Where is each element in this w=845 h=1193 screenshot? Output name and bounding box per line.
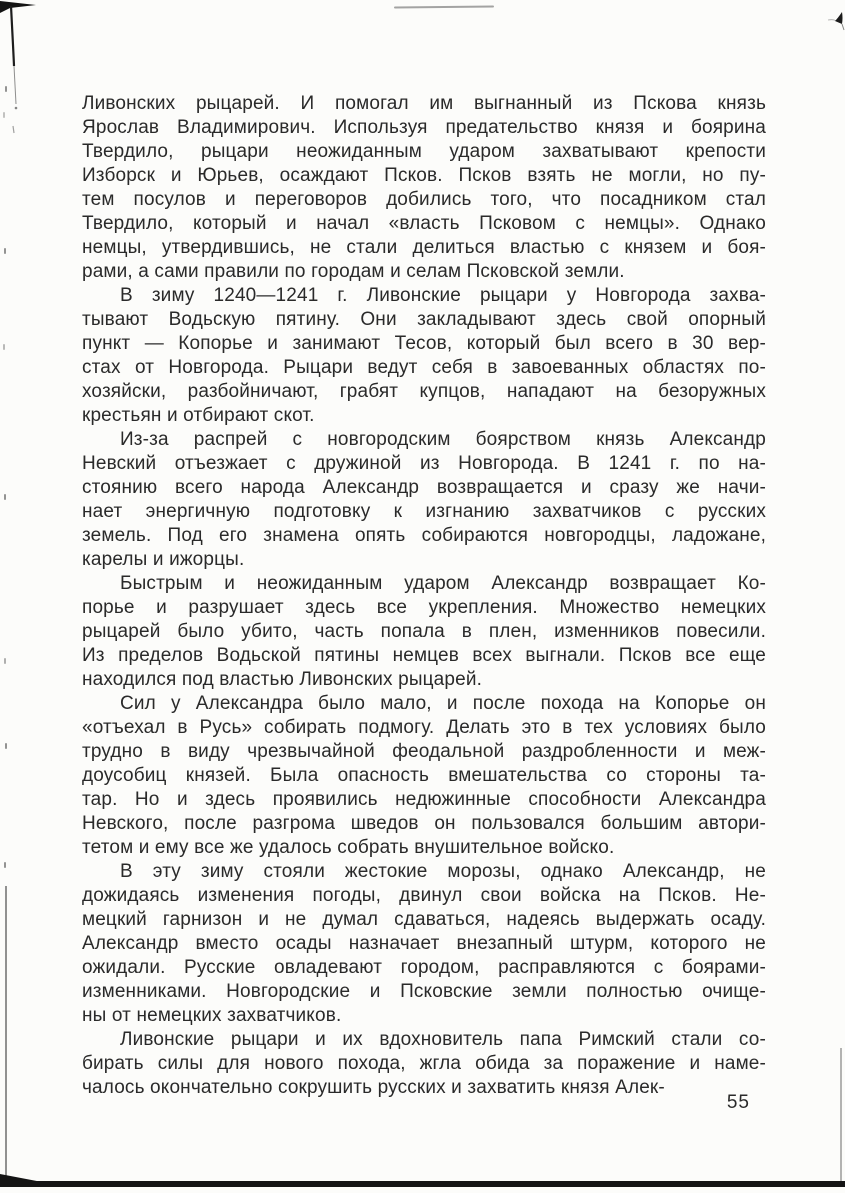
scan-artifact-tick [4,494,6,500]
text-line: стоянию всего народа Александр возвращается и сразу же начи- [82,477,766,498]
text-line: Ливонских рыцарей. И помогал им выгнанный из Пскова князь [82,93,766,114]
text-line: В зиму 1240—1241 г. Ливонские рыцари у Новгорода захва- [120,285,766,306]
text-line: В эту зиму стояли жестокие морозы, однако Александр, не [120,861,766,882]
text-line: немцы, утвердившись, не стали делиться властью с князем и боя- [82,237,766,258]
scan-artifact-tick [4,862,6,868]
scan-artifact-tick [4,248,6,254]
text-line: чалось окончательно сокрушить русских и захватить князя Алек- [82,1077,665,1098]
text-line: рыцарей было убито, часть попала в плен, изменников повесили. [82,621,766,642]
text-line: Невский отъезжает с дружиной из Новгорода. В 1241 г. по на- [82,453,766,474]
text-line: ожидали. Русские овладевают городом, расправляются с боярами- [82,957,766,978]
text-line: «отъехал в Русь» собирать подмогу. Делать это в тех условиях было [82,717,766,738]
scan-artifact-left-edge-line [5,886,7,1180]
text-line: земель. Под его знамена опять собираются новгородцы, ладожане, [82,525,766,546]
scan-artifact-bottom-edge [0,1181,845,1187]
text-line: хозяйски, разбойничают, грабят купцов, нападают на безоружных [82,381,766,402]
text-line: тар. Но и здесь проявились недюжинные способности Александра [82,789,766,810]
scan-artifact-tick [3,112,5,118]
text-line: Из пределов Водьской пятины немцев всех выгнали. Псков все еще [82,645,766,666]
text-line: Быстрым и неожиданным ударом Александр возвращает Ко- [120,573,766,594]
scan-artifact-tick [5,743,7,749]
text-line: мецкий гарнизон и не думал сдаваться, надеясь выдержать осаду. [82,909,766,930]
scan-artifact-bottom-wedge [0,1174,42,1182]
text-line: Из-за распрей с новгородским боярством князь Александр [120,429,766,450]
scan-artifact-hairline [394,5,494,8]
text-line: трудно в виду чрезвычайной феодальной раздробленности и меж- [82,741,766,762]
text-line: находился под властью Ливонских рыцарей. [82,669,483,690]
page-number: 55 [726,1092,750,1113]
text-line: карелы и ижорцы. [82,549,245,570]
text-line: Твердило, который и начал «власть Псковом с немцы». Однако [82,213,766,234]
text-line: Сил у Александра было мало, и после похода на Копорье он [120,693,766,714]
text-line: порье и разрушает здесь все укрепления. Множество немецких [82,597,766,618]
text-line: тем посулов и переговоров добились того, что посадником стал [82,189,766,210]
text-line: стах от Новгорода. Рыцари ведут себя в завоеванных областях по- [82,357,766,378]
scan-artifact-top-left-corner [0,0,60,200]
scan-artifact-tick [5,86,7,92]
text-line: крестьян и отбирают скот. [82,405,315,426]
text-line: Твердило, рыцари неожиданным ударом захватывают крепости [82,141,766,162]
text-line: рами, а сами правили по городам и селам Псковской земли. [82,261,625,282]
scan-artifact-tick [4,658,6,664]
text-line: тывают Водьскую пятину. Они закладывают здесь свой опорный [82,309,766,330]
text-line: изменниками. Новгородские и Псковские земли полностью очище- [82,981,766,1002]
text-line: Ливонские рыцари и их вдохновитель папа Римский стали со- [120,1029,766,1050]
text-line: нает энергичную подготовку к изгнанию захватчиков с русских [82,501,766,522]
text-line: ны от немецких захватчиков. [82,1005,342,1026]
text-line: Александр вместо осады назначает внезапный штурм, которого не [82,933,766,954]
text-line: тетом и ему все же удалось собрать внушительное войско. [82,837,615,858]
text-line: бирать силы для нового похода, жгла обида за поражение и наме- [82,1053,766,1074]
text-line: Ярослав Владимирович. Используя предательство князя и боярина [82,117,766,138]
text-line: пункт — Копорье и занимают Тесов, который был всего в 30 вер- [82,333,766,354]
text-line: Изборск и Юрьев, осаждают Псков. Псков взять не могли, но пу- [82,165,766,186]
text-line: Невского, после разгрома шведов он пользовался большим автори- [82,813,766,834]
scan-artifact-tick [3,344,5,350]
scan-artifact-right-edge-line [840,1048,842,1184]
text-line: дожидаясь изменения погоды, двинул свои войска на Псков. Не- [82,885,766,906]
scan-artifact-top-right-mark [824,6,845,34]
page-body-text [82,92,766,1100]
text-line: доусобиц князей. Была опасность вмешательства со стороны та- [82,765,766,786]
